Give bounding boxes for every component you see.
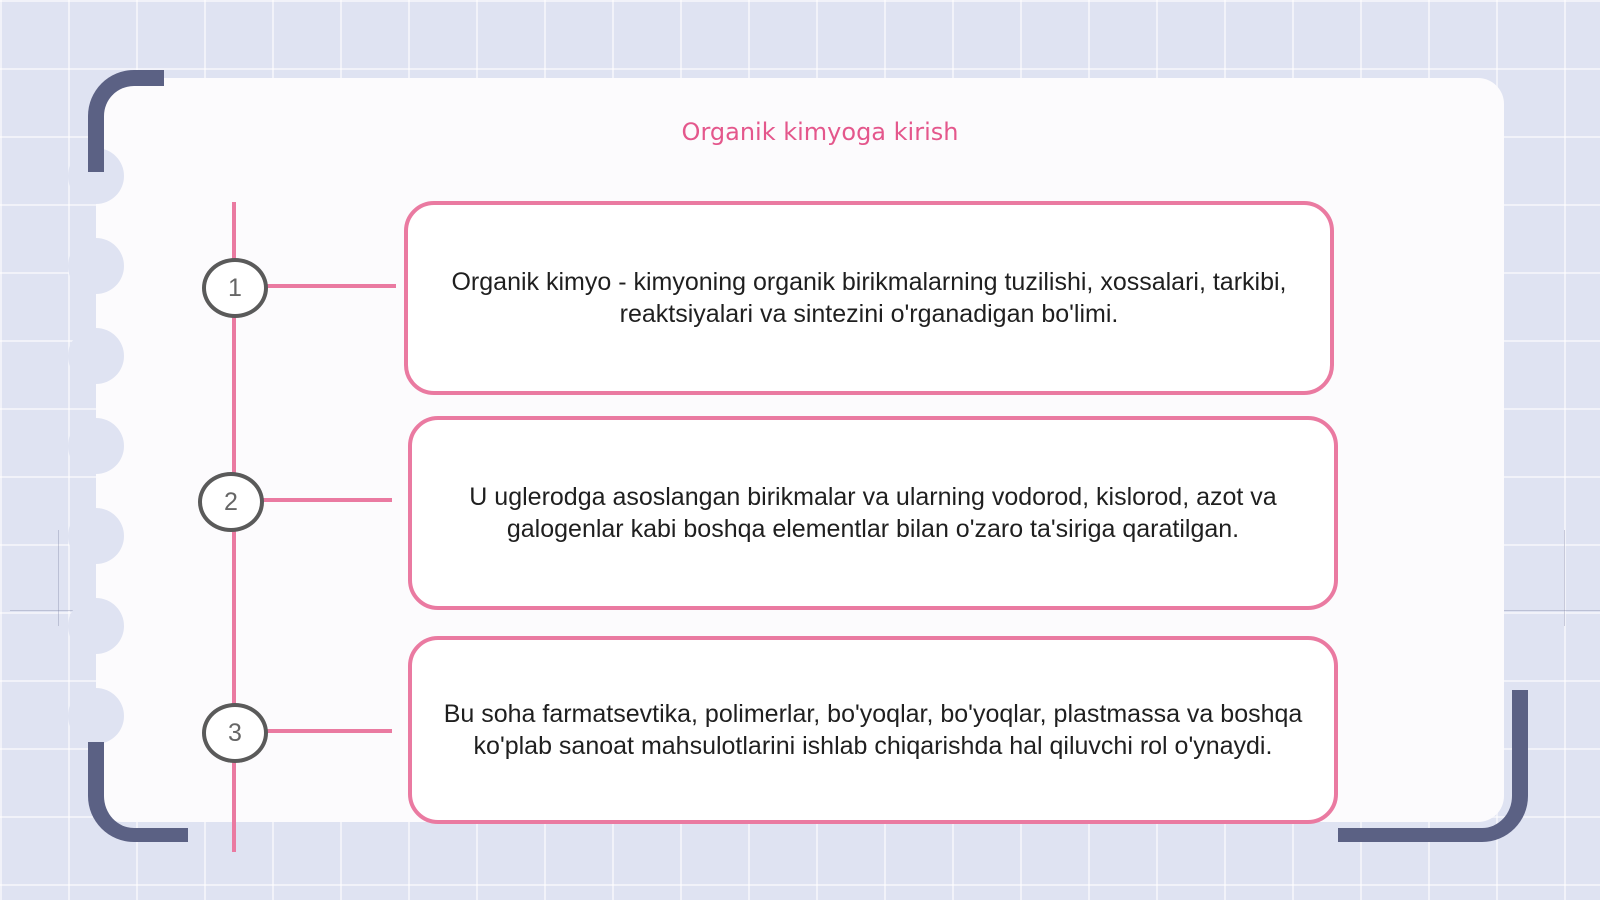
corner-bracket-bottom-left — [88, 742, 188, 842]
timeline-card — [408, 636, 1338, 824]
card-text: U uglerodga asoslangan birikmalar va ularning vodorod, kislorod, azot va galogenlar kabi boshqa elementlar bilan o'zaro ta'siriga qaratilgan. — [469, 483, 1277, 543]
paper-scallop — [68, 688, 124, 744]
paper-scallop — [68, 418, 124, 474]
step-number-circle: 2 — [198, 472, 264, 532]
step-number-circle: 1 — [202, 258, 268, 318]
timeline-card — [404, 201, 1334, 395]
timeline-connector — [264, 729, 392, 733]
paper-scallop — [68, 238, 124, 294]
corner-bracket-top-left — [88, 70, 164, 172]
paper-scallop — [68, 328, 124, 384]
corner-bracket-bottom-right — [1338, 690, 1528, 842]
crosshair-mark — [1564, 530, 1565, 626]
timeline-connector — [260, 498, 392, 502]
paper-scallop — [68, 508, 124, 564]
slide-title: Organik kimyoga kirish — [681, 118, 959, 146]
card-text: Organik kimyo - kimyoning organik birikmalarning tuzilishi, xossalari, tarkibi, reaktsiyalari va sintezini o'rganadigan bo'limi. — [451, 268, 1287, 328]
timeline-connector — [264, 284, 396, 288]
step-number-circle: 3 — [202, 703, 268, 763]
paper-scallop — [68, 598, 124, 654]
card-text: Bu soha farmatsevtika, polimerlar, bo'yoqlar, bo'yoqlar, plastmassa va boshqa ko'plab sanoat mahsulotlarini ishlab chiqarishda hal qiluvchi rol o'ynaydi. — [443, 700, 1303, 760]
timeline-card — [408, 416, 1338, 610]
crosshair-mark — [1504, 610, 1600, 611]
crosshair-mark — [58, 530, 59, 626]
